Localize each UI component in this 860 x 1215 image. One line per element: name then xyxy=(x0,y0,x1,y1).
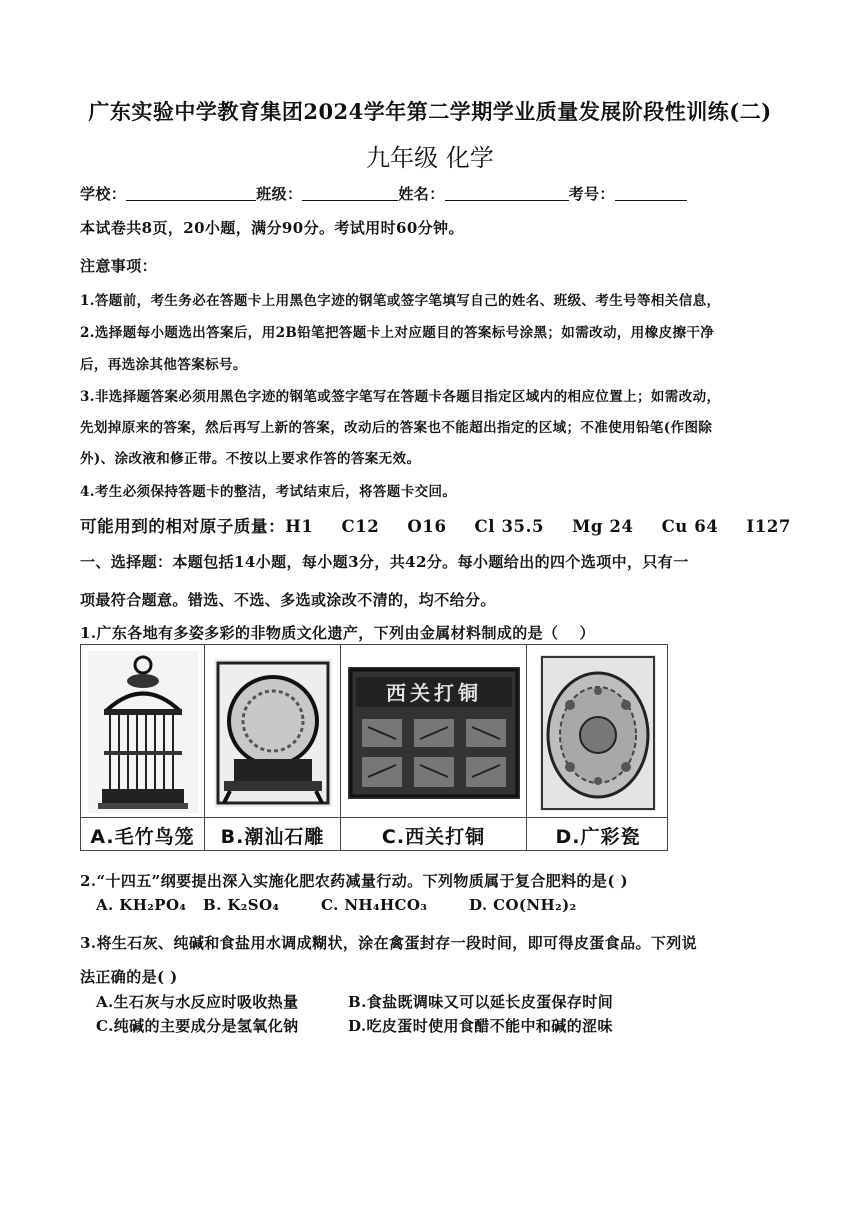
q1-option-c-label: C.西关打铜 xyxy=(381,826,486,848)
note-3a: 3.非选择题答案必须用黑色字迹的钢笔或签字笔写在答题卡各题目指定区域内的相应位置上；如需改动， xyxy=(80,389,721,405)
stone-carving-icon xyxy=(214,659,332,807)
q1-option-d-label: D.广彩瓷 xyxy=(555,826,641,848)
section1-line2: 项最符合题意。错选、不选、多选或涂改不清的，均不给分。 xyxy=(80,591,496,609)
atomic-mass-c: C12 xyxy=(341,517,380,536)
q3-option-b[interactable]: B.食盐既调味又可以延长皮蛋保存时间 xyxy=(348,993,614,1011)
exam-no-label: 考号： xyxy=(568,185,615,203)
exam-subtitle: 九年级 化学 xyxy=(366,144,494,172)
atomic-mass-line xyxy=(80,513,791,537)
q3-option-c[interactable]: C.纯碱的主要成分是氢氧化钠 xyxy=(96,1017,299,1035)
q1-option-a-cell[interactable] xyxy=(81,645,205,850)
q2-option-a[interactable]: A. KH₂PO₄ xyxy=(96,896,187,914)
notes-heading: 注意事项： xyxy=(80,257,158,275)
porcelain-plate-icon xyxy=(540,655,656,811)
q3-options-row1 xyxy=(96,991,613,1012)
atomic-mass-h: H1 xyxy=(285,517,314,536)
plaque-text: 西关打铜 xyxy=(385,681,482,705)
q2-option-b[interactable]: B. K₂SO₄ xyxy=(203,896,280,914)
q1-option-b-label: B.潮汕石雕 xyxy=(220,826,325,848)
note-1: 1.答题前，考生务必在答题卡上用黑色字迹的钢笔或签字笔填写自己的姓名、班级、考生号等相关信息， xyxy=(80,293,721,309)
q1-stem: 1.广东各地有多姿多彩的非物质文化遗产，下列由金属材料制成的是（ ） xyxy=(80,624,595,642)
q3-stem-line1: 3.将生石灰、纯碱和食盐用水调成糊状，涂在禽蛋封存一段时间，即可得皮蛋食品。下列说 xyxy=(80,934,698,952)
note-3b: 先划掉原来的答案，然后再写上新的答案，改动后的答案也不能超出指定的区域；不准使用铅笔(作图除 xyxy=(80,420,713,436)
note-3c: 外)、涂改液和修正带。不按以上要求作答的答案无效。 xyxy=(80,451,421,467)
q1-option-b-cell[interactable] xyxy=(205,645,341,850)
exam-title: 广东实验中学教育集团2024学年第二学期学业质量发展阶段性训练(二) xyxy=(88,99,772,124)
student-info-row xyxy=(80,183,687,204)
q1-option-a-label: A.毛竹鸟笼 xyxy=(90,826,195,848)
atomic-mass-mg: Mg 24 xyxy=(572,517,634,536)
q3-stem-line2: 法正确的是( ) xyxy=(80,968,178,986)
note-2a: 2.选择题每小题选出答案后，用2B铅笔把答题卡上对应题目的答案标号涂黑；如需改动，用橡皮擦干净 xyxy=(80,325,715,341)
q3-option-d[interactable]: D.吃皮蛋时使用食醋不能中和碱的涩味 xyxy=(348,1017,613,1035)
atomic-mass-i: I127 xyxy=(746,517,791,536)
school-blank[interactable] xyxy=(126,186,256,201)
name-label: 姓名： xyxy=(398,185,445,203)
class-blank[interactable] xyxy=(302,186,398,201)
note-4: 4.考生必须保持答题卡的整洁，考试结束后，将答题卡交回。 xyxy=(80,484,457,500)
section1-line1: 一、选择题：本题包括14小题，每小题3分，共42分。每小题给出的四个选项中，只有一 xyxy=(80,553,689,571)
name-blank[interactable] xyxy=(445,186,569,201)
q3-option-a[interactable]: A.生石灰与水反应时吸收热量 xyxy=(96,993,299,1011)
q1-option-d-cell[interactable] xyxy=(527,645,669,850)
copper-plaque-icon xyxy=(348,667,520,799)
atomic-mass-label: 可能用到的相对原子质量： xyxy=(80,517,286,536)
class-label: 班级： xyxy=(256,185,303,203)
q3-options-row2 xyxy=(96,1015,613,1036)
q2-stem: 2.“十四五”纲要提出深入实施化肥农药减量行动。下列物质属于复合肥料的是( ) xyxy=(80,872,628,890)
atomic-mass-cu: Cu 64 xyxy=(661,517,719,536)
q2-option-c[interactable]: C. NH₄HCO₃ xyxy=(321,896,428,914)
school-label: 学校： xyxy=(80,185,127,203)
atomic-mass-o: O16 xyxy=(407,517,447,536)
note-2b: 后，再选涂其他答案标号。 xyxy=(80,357,247,373)
bird-cage-icon xyxy=(88,651,198,813)
q2-option-d[interactable]: D. CO(NH₂)₂ xyxy=(469,896,577,914)
q1-figure-table xyxy=(80,644,668,851)
q2-options xyxy=(96,896,577,914)
q1-option-c-cell[interactable] xyxy=(341,645,527,850)
atomic-mass-cl: Cl 35.5 xyxy=(474,517,545,536)
exam-no-blank[interactable] xyxy=(615,186,687,201)
exam-intro: 本试卷共8页，20小题，满分90分。考试用时60分钟。 xyxy=(80,219,464,237)
